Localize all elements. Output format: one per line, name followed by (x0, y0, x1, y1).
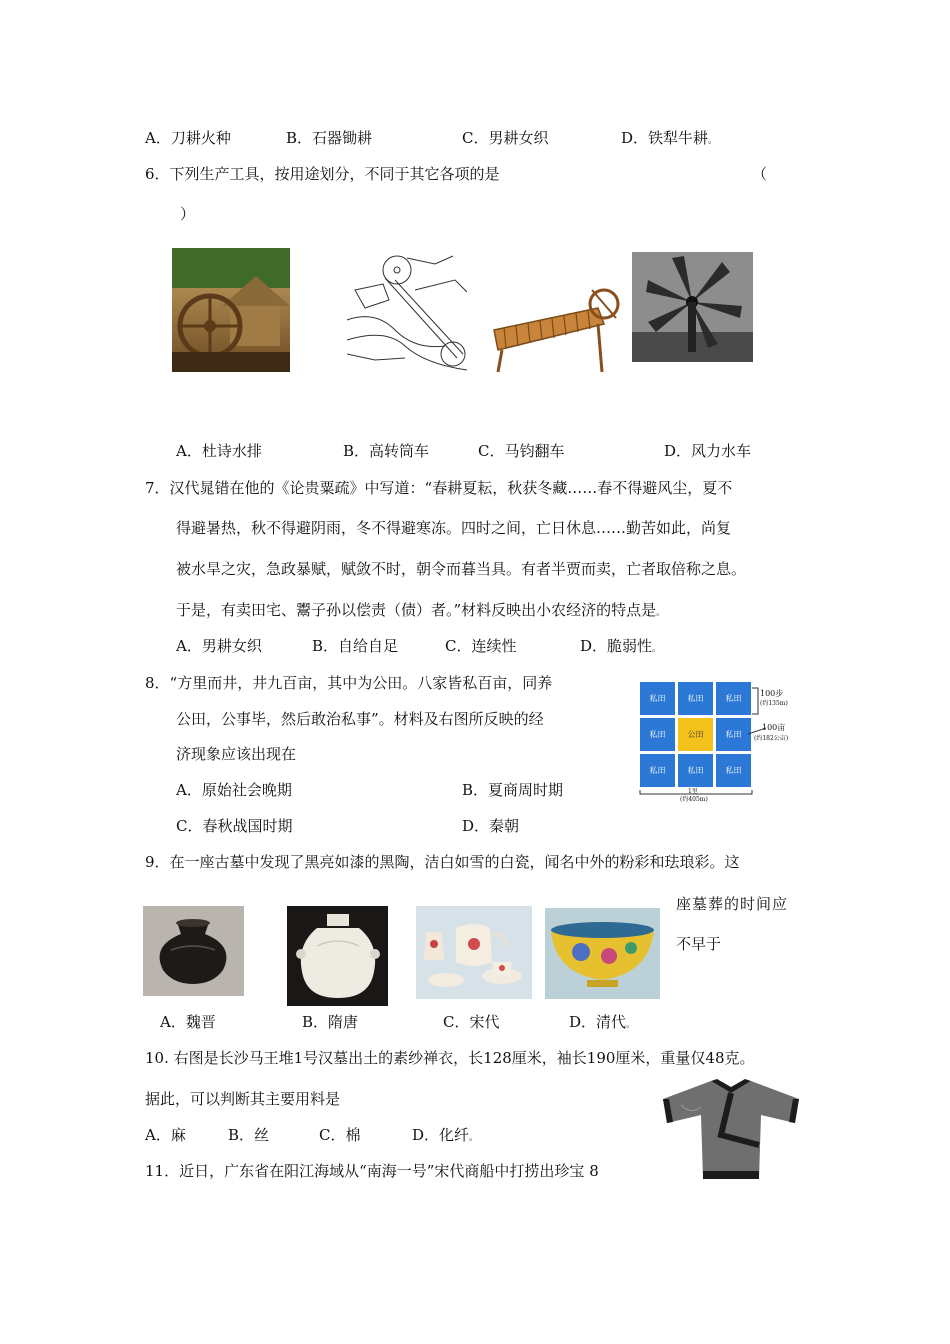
water-wheel-hut-photo (172, 248, 290, 372)
well-field-cell: 私田 (640, 682, 675, 715)
q9-side-line-1: 座墓葬的时间应 (676, 895, 789, 913)
well-field-diagram (636, 678, 796, 804)
public-field-cell: 公田 (678, 718, 713, 751)
q9-option-d: D．清代。 (569, 1013, 636, 1031)
label-mu: 100亩 (762, 723, 786, 732)
q7-option-b: B．自给自足 (312, 637, 399, 655)
q8-option-d: D．秦朝 (462, 817, 520, 835)
enamel-bowl-photo (545, 908, 660, 999)
q8-line-1: 8．“方里而井，井九百亩，其中为公田。八家皆私百亩，同养 (145, 674, 553, 692)
wind-water-wheel-photo (632, 252, 753, 362)
q6-option-b: B．高转筒车 (343, 442, 430, 460)
q9-option-a: A．魏晋 (160, 1013, 216, 1031)
well-field-cell: 私田 (716, 682, 751, 715)
q7-line-3: 被水旱之灾，急政暴赋，赋敛不时，朝令而暮当具。有者半贾而卖，亡者取倍称之息。 (176, 560, 747, 578)
famille-rose-teaset-photo (416, 906, 532, 999)
q5-option-a: A．刀耕火种 (145, 129, 231, 147)
q8-line-3: 济现象应该出现在 (176, 745, 297, 763)
q10-option-a: A．麻 (145, 1126, 186, 1144)
q9-option-c: C．宋代 (443, 1013, 500, 1031)
q8-option-c: C．春秋战国时期 (176, 817, 293, 835)
q9-side-line-2: 不早于 (676, 935, 722, 953)
label-steps: 100步 (760, 689, 784, 698)
q7-option-c: C．连续性 (445, 637, 517, 655)
q10-line-2: 据此，可以判断其主要用料是 (145, 1090, 341, 1108)
black-pottery-photo (143, 906, 244, 996)
q8-option-b: B．夏商周时期 (462, 781, 564, 799)
q9-stem: 9．在一座古墓中发现了黑亮如漆的黑陶，洁白如雪的白瓷，闻名中外的粉彩和珐琅彩。这 (145, 853, 740, 871)
q7-option-d: D．脆弱性。 (580, 637, 662, 655)
silk-robe-photo (661, 1075, 802, 1182)
well-field-cell: 私田 (640, 718, 675, 751)
q5-option-c: C．男耕女织 (462, 129, 549, 147)
well-field-cell: 私田 (716, 718, 751, 751)
white-porcelain-jar-photo (287, 906, 388, 1006)
q10-option-c: C．棉 (319, 1126, 361, 1144)
well-field-cell: 私田 (678, 754, 713, 787)
q6-stem: 6．下列生产工具，按用途划分，不同于其它各项的是 (145, 165, 500, 183)
q10-option-d: D．化纤。 (412, 1126, 479, 1144)
q6-option-a: A．杜诗水排 (176, 442, 262, 460)
q6-option-c: C．马钧翻车 (478, 442, 565, 460)
well-field-cell: 私田 (640, 754, 675, 787)
square-pallet-chain-pump-model (488, 280, 621, 374)
q11-stem: 11．近日，广东省在阳江海域从“南海一号”宋代商船中打捞出珍宝 8 (145, 1162, 599, 1180)
q5-option-d: D．铁犁牛耕。 (621, 129, 718, 147)
q7-line-2: 得避暑热，秋不得避阴雨，冬不得避寒冻。四时之间，亡日休息……勤苦如此，尚复 (176, 519, 732, 537)
high-tube-wheel-drawing (345, 250, 467, 374)
q8-line-2: 公田，公事毕，然后敢治私事”。材料及右图所反映的经 (176, 710, 544, 728)
q9-option-b: B．隋唐 (302, 1013, 359, 1031)
q7-option-a: A．男耕女织 (176, 637, 262, 655)
q7-line-4: 于是，有卖田宅、鬻子孙以偿责（债）者。”材料反映出小农经济的特点是。 (176, 601, 666, 619)
label-li-sub: (约405m) (680, 796, 708, 803)
q5-option-b: B．石器锄耕 (286, 129, 373, 147)
q6-option-d: D．风力水车 (664, 442, 752, 460)
well-field-cell: 私田 (678, 682, 713, 715)
well-field-cell: 私田 (716, 754, 751, 787)
q10-line-1: 10. 右图是长沙马王堆1号汉墓出土的素纱禅衣，长128厘米，袖长190厘米，重量仅48克。 (145, 1049, 755, 1067)
q6-paren-open: （ (752, 165, 768, 183)
label-li: 1里 (688, 788, 698, 795)
q8-option-a: A．原始社会晚期 (176, 781, 292, 799)
label-mu-sub: (约182公亩) (754, 735, 789, 742)
q6-paren-close: ） (180, 205, 196, 223)
label-steps-sub: (约135m) (760, 700, 788, 707)
q10-option-b: B．丝 (228, 1126, 270, 1144)
q7-line-1: 7．汉代晁错在他的《论贵粟疏》中写道：“春耕夏耘，秋获冬藏……春不得避风尘，夏不 (145, 479, 733, 497)
